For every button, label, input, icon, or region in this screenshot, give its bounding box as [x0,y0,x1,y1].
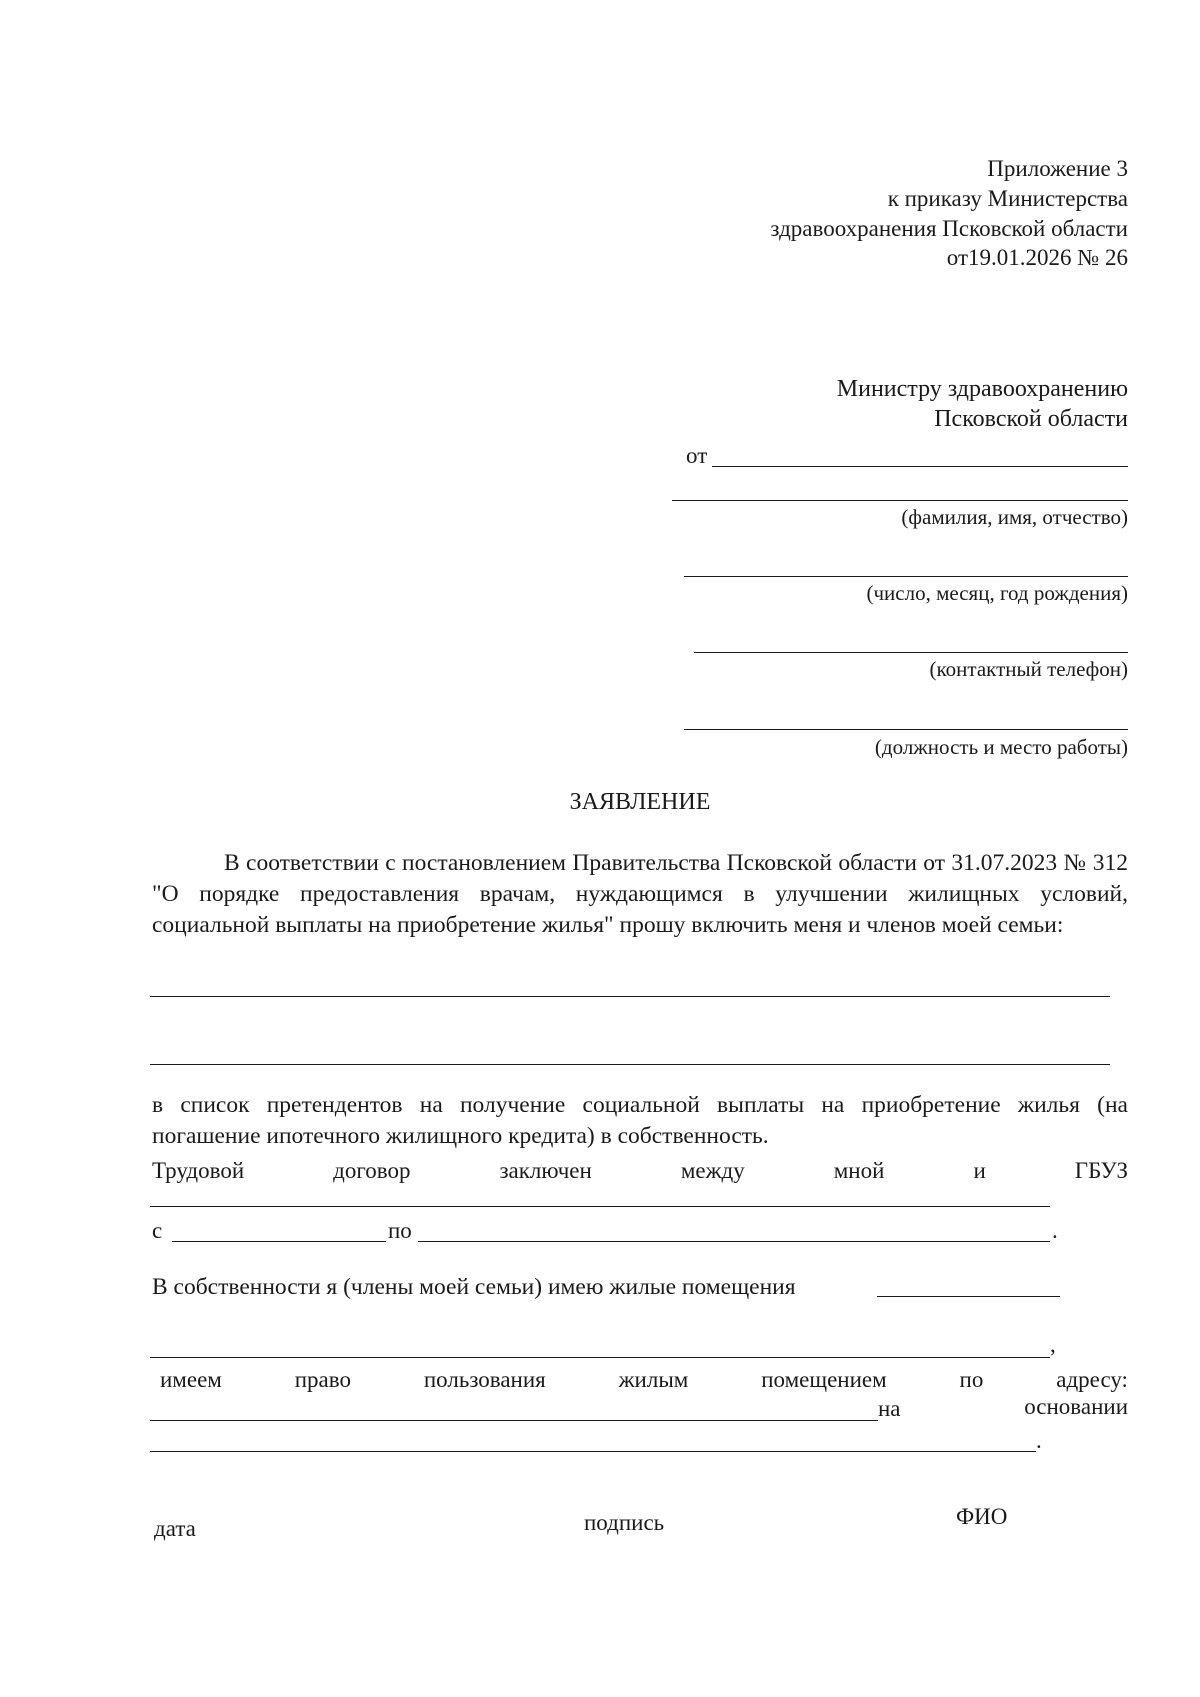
fio-hint: (фамилия, имя, отчество) [901,505,1128,529]
period-to-field[interactable] [418,1241,1050,1242]
contract-word: между [680,1158,745,1183]
birth-hint: (число, месяц, год рождения) [866,581,1128,605]
birth-field-line[interactable] [684,576,1128,577]
right-word: помещением [761,1367,887,1392]
right-word: имеем [160,1367,222,1392]
right-word: по [959,1367,984,1392]
date-label: дата [154,1516,196,1541]
contract-sentence [152,1158,1128,1184]
appendix-date-number: от19.01.2026 № 26 [946,245,1128,270]
from-label: от [686,443,708,468]
period-to-label: по [388,1218,412,1243]
family-field-line-1[interactable] [150,996,1110,997]
intro-paragraph: В соответствии с постановлением Правительства Псковской области от 31.07.2023 № 312 "О порядке предоставления врачам, нуждающимся в улучшении жилищных условий, социальной выплаты на приобретение жилья" прошу включить меня и членов моей семьи: [152,850,1128,938]
contract-word: Трудовой [152,1158,245,1183]
right-word: жилым [618,1367,689,1392]
appendix-ministry: здравоохранения Псковской области [770,216,1128,241]
property-field-line-2[interactable] [150,1357,1050,1358]
basis-end-dot: . [1036,1428,1042,1453]
property-text: В собственности я (члены моей семьи) имею жилые помещения [152,1274,796,1300]
signature-label: подпись [584,1510,665,1535]
right-word: пользования [423,1367,546,1392]
document-title: ЗАЯВЛЕНИЕ [569,789,711,815]
contract-word: договор [333,1158,411,1183]
fio-label: ФИО [956,1504,1008,1529]
addressee-line-1: Министру здравоохранению [836,376,1128,402]
contract-word: ГБУЗ [1074,1158,1128,1183]
right-of-use-sentence [160,1367,1128,1393]
contract-word: заключен [499,1158,592,1183]
address-field-line[interactable] [150,1420,878,1421]
period-from-field[interactable] [172,1241,386,1242]
employer-field-line[interactable] [150,1206,1050,1207]
family-field-line-2[interactable] [150,1064,1110,1065]
addressee-line-2: Псковской области [934,406,1128,432]
basis-label: основании [1024,1394,1128,1419]
period-end-dot: . [1052,1218,1058,1243]
appendix-number: Приложение 3 [987,156,1128,181]
right-word: адресу: [1056,1367,1128,1392]
basis-field-line[interactable] [150,1451,1036,1452]
phone-hint: (контактный телефон) [929,657,1128,681]
property-field-line-1[interactable] [877,1296,1060,1297]
job-field-line[interactable] [684,729,1128,730]
contract-word: и [973,1158,986,1183]
contract-word: мной [833,1158,885,1183]
fio-field-line-1[interactable] [712,466,1128,467]
property-end-comma: , [1050,1332,1056,1357]
fio-field-line-2[interactable] [672,500,1128,501]
list-paragraph: в список претендентов на получение социальной выплаты на приобретение жилья (на погашение ипотечного жилищного кредита) в собственность. [152,1092,1128,1149]
period-from-label: с [152,1218,163,1243]
on-label: на [878,1396,901,1421]
phone-field-line[interactable] [694,652,1128,653]
appendix-order-ref: к приказу Министерства [887,186,1128,211]
right-word: право [294,1367,351,1392]
job-hint: (должность и место работы) [874,735,1128,759]
